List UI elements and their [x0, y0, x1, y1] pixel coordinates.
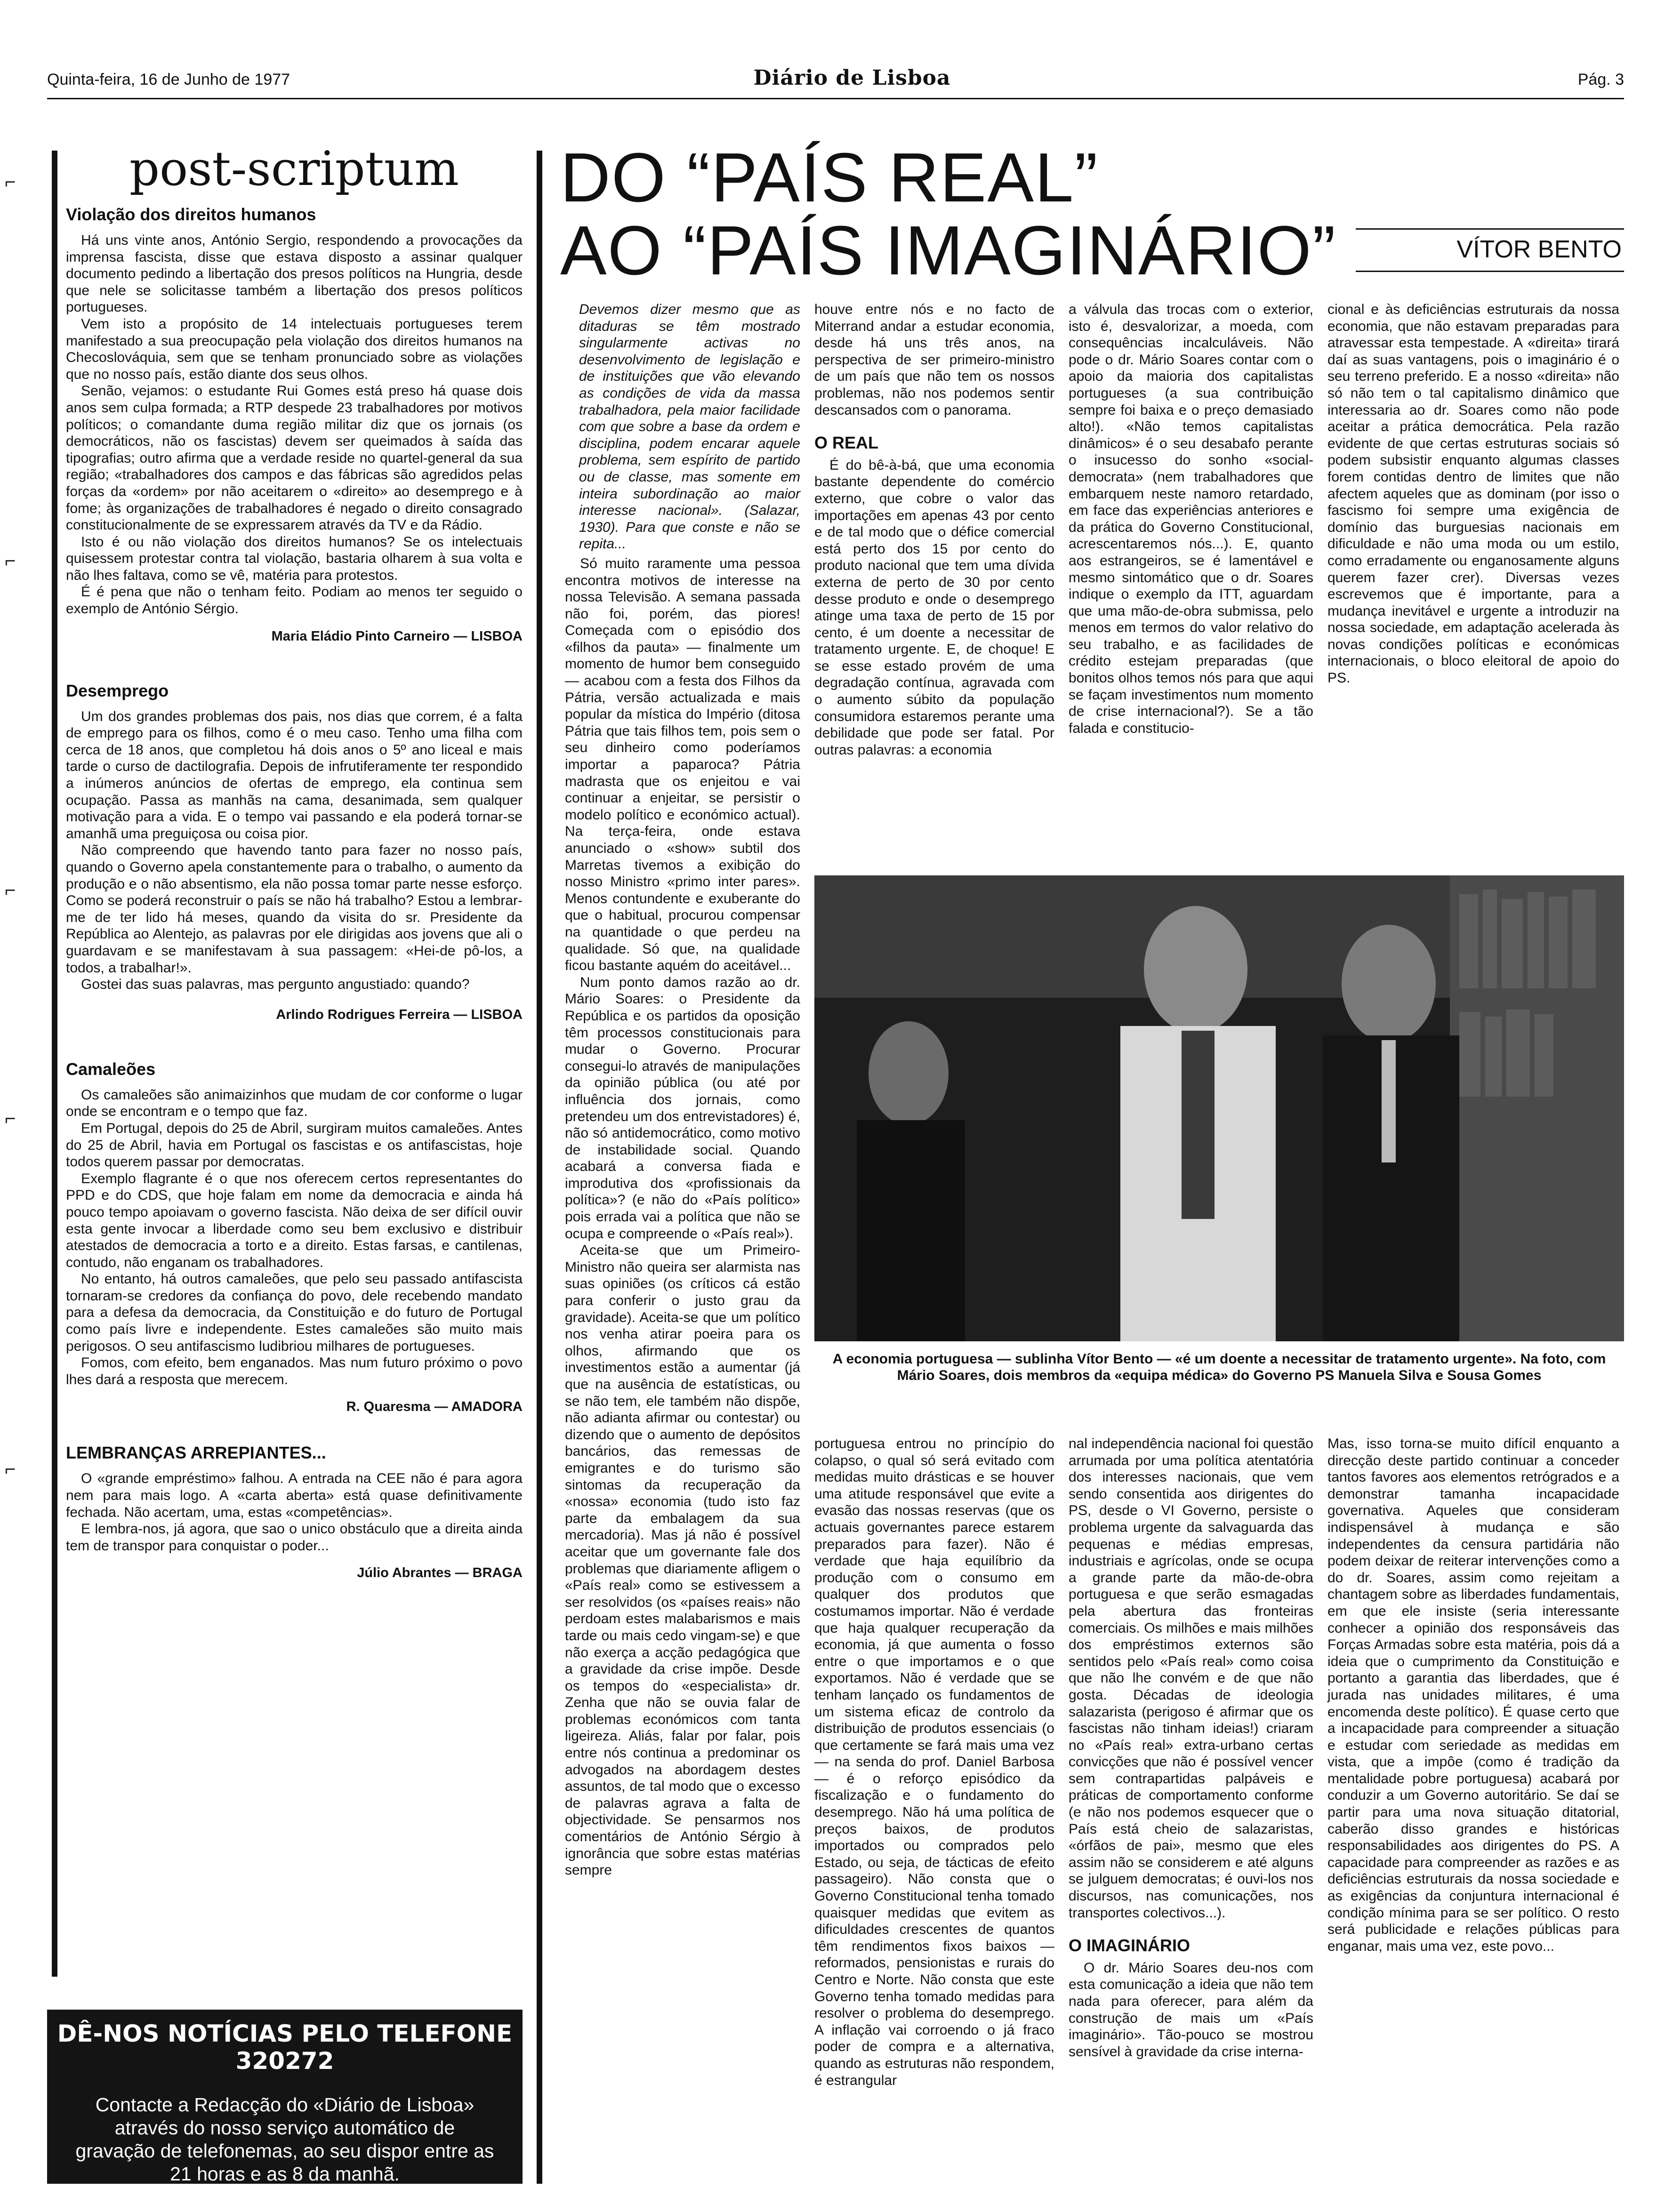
- paragraph: Aceita-se que um Primeiro-Ministro não queira ser alarmista nas suas opiniões (os críticos cá estão para conferir o justo grau da gravidade). Aceita-se que um político nos venha atirar poeira para os olhos, afirmando que os investimentos estão a aumentar (já que na ausência de estatísticas, ou se não tem, ele também não dispõe, não adianta afirmar ou contestar) ou dizendo que o aumento de depósitos bancários, das remessas de emigrantes e do turismo são sintomas da recuperação da «nossa» economia (tudo isto faz parte da embalagem da sua mercadoria). Mas já não é possível aceitar que um governante fale dos problemas que diariamente afligem o «País real» como se estivessem a ser resolvidos (os «países reais» não perdoam estes malabarismos e mais tarde ou mais cedo vingam-se) e que não exerça a acção pedagógica que a gravidade da crise impõe. Desde os tempos do «especialista» dr. Zenha que não se ouvia falar de problemas económicos com tanta ligeireza. Aliás, falar por falar, pois entre nós continua a predominar os advogados na abordagem destes assuntos, de tal modo que o excesso de palavras agrava a falta de objectividade. Se pensarmos nos comentários de António Sérgio à ignorância que sobre estas matérias sempre: [565, 1242, 800, 1878]
- byline-rule-bottom: [1356, 271, 1624, 272]
- phone-box-body: Contacte a Redacção do «Diário de Lisboa» através do nosso serviço automático de gravação de telefonemas, ao seu dispor entre as 21 horas e as 8 da manhã.: [75, 2094, 494, 2185]
- paragraph: a válvula das trocas com o exterior, isto é, desvalorizar, a moeda, com consequências incalculáveis. Não pode o dr. Mário Soares contar com o apoio da maioria dos capitalistas portugueses (a sua contribuição sempre foi baixa e o preço demasiado alto!). «Não temos capitalistas dinâmicos» é o seu desabafo perante o insucesso do sonho «social-democrata» (nem trabalhadores que embarquem neste namoro retardado, em face das experiências anteriores e da prática do Governo Constitucional, acrescentaremos nós...). E, quanto aos estrangeiros, se é lamentável e mesmo sintomático que o dr. Soares indique o exemplo da ITT, aguardam que uma mão-de-obra submissa, pelo menos em termos do valor relativo do seu trabalho, e as facilidades de crédito estejam preparadas (que bonitos olhos temos nós para que aqui se façam investimentos num momento de crise internacional?). Se a tão falada e constitucio-: [1069, 302, 1313, 736]
- paragraph: Há uns vinte anos, António Sergio, respondendo a provocações da imprensa fascista, disse que estava disposto a assinar qualquer documento pedindo a libertação dos presos políticos na Hungria, desde que nele se solicitasse também a libertação dos presos políticos portugueses.: [66, 232, 523, 315]
- letter-body: [66, 1470, 523, 1554]
- page-number: Pág. 3: [1577, 71, 1624, 88]
- letter-signature: Arlindo Rodrigues Ferreira — LISBOA: [276, 1007, 523, 1022]
- letter-signature: R. Quaresma — AMADORA: [346, 1399, 523, 1415]
- letter-heading: Camaleões: [66, 1059, 156, 1079]
- paragraph: Um dos grandes problemas dos pais, nos dias que correm, é a falta de emprego para os filhos, como é o meu caso. Tenho uma filha com cerca de 18 anos, que completou há dois anos o 5º ano liceal e mais tarde o curso de dactilografia. Depois de infrutiferamente ter respondido a inúmeros anúncios de ofertas de emprego, ela continua sem ocupação. Passa as manhãs na cama, desanimada, sem qualquer motivação para a vida. E o tempo vai passando e ela poderá tornar-se amanhã uma preguiçosa ou coisa pior.: [66, 708, 523, 842]
- margin-mark: ⌐: [5, 880, 16, 901]
- letter-heading: Desemprego: [66, 681, 169, 700]
- article-column-4-lower: [1327, 1435, 1619, 1955]
- article-column-2: [814, 301, 1054, 758]
- paragraph: É é pena que não o tenham feito. Podiam ao menos ter seguido o exemplo de António Sérgio.: [66, 584, 523, 617]
- paragraph: houve entre nós e no facto de Miterrand andar a estudar economia, desde há uns três anos, na perspectiva de ser primeiro-ministro de um país que não tem os nossos problemas, não nos podemos sentir descansados com o panorama.: [814, 302, 1054, 418]
- post-scriptum-column: [66, 141, 523, 1581]
- paragraph: Num ponto damos razão ao dr. Mário Soares: o Presidente da República e os partidos da oposição têm processos constitucionais para mudar o Governo. Procurar consegui-lo através de manipulações da opinião pública (ou até por influência dos jornais, como pretendeu um dos entrevistadores) é, não só antidemocrático, como motivo de instabilidade social. Quando acabará a conversa fiada e improdutiva dos «profissionais da política»? (e não do «País político» pois errada vai a política que não se ocupa e compreende o «País real»).: [565, 974, 800, 1242]
- article-column-4: [1327, 301, 1619, 687]
- article-column-3: [1069, 301, 1313, 737]
- paragraph: Fomos, com efeito, bem enganados. Mas num futuro próximo o povo lhes dará a resposta que merecem.: [66, 1355, 523, 1387]
- phone-box-title: DÊ-NOS NOTÍCIAS PELO TELEFONE 320272: [57, 2020, 513, 2075]
- photo-caption: A economia portuguesa — sublinha Vítor Bento — «é um doente a necessitar de tratamento urgente». Na foto, com Mário Soares, dois membros da «equipa médica» do Governo PS Manuela Silva e Sousa Gomes: [832, 1351, 1606, 1383]
- paragraph: Mas, isso torna-se muito difícil enquanto a direcção deste partido continuar a conceder tantos favores aos elementos retrógrados e a demonstrar tamanha incapacidade governativa. Aqueles que consideram indispensável à mudança e são independentes da censura partidária não podem deixar de reiterar intervenções como a do dr. Soares, assim como rejeitam a chantagem sobre as liberdades fundamentais, em que ele insiste (seria interessante conhecer a opinião dos responsáveis das Forças Armadas sobre esta matéria, pois dá a ideia que o cumprimento da Constituição e portanto a garantia das liberdades, que é jurada nas unidades militares, é uma encomenda deste político). É quase certo que a incapacidade para compreender a situação e estudar com seriedade as medidas em vista, que a impôe (como é tradição da mentalidade pobre portuguesa) acabará por conduzir a um Governo autoritário. Se daí se partir para uma nova situação ditatorial, caberão disso grandes e históricas responsabilidades aos dirigentes do PS. A capacidade para compreender as razões e as deficiências estruturais da nossa sociedade e as exigências da conjuntura internacional é condição mínima para se ser político. O resto será publicidade e relações públicas para enganar, mais uma vez, este povo...: [1327, 1436, 1619, 1954]
- letter-body: [66, 1087, 523, 1388]
- article-headline-line2: AO “PAÍS IMAGINÁRIO”: [560, 212, 1336, 289]
- article-photo: [814, 875, 1624, 1341]
- issue-date: Quinta-feira, 16 de Junho de 1977: [47, 71, 290, 88]
- subhead-real: O REAL: [814, 433, 879, 453]
- margin-mark: ⌐: [5, 172, 16, 192]
- letter-signature: Maria Eládio Pinto Carneiro — LISBOA: [271, 628, 523, 644]
- paragraph: Em Portugal, depois do 25 de Abril, surgiram muitos camaleões. Antes do 25 de Abril, havia em Portugal os fascistas e os antifascistas, hoje todos querem passar por democratas.: [66, 1120, 523, 1170]
- margin-mark: ⌐: [5, 551, 16, 571]
- paragraph: Exemplo flagrante é o que nos oferecem certos representantes do PPD e do CDS, que hoje falam em nome da democracia e ainda há pouco tempo apoiavam o governo fascista. Não deixa de ser difícil ouvir esta gente invocar a liberdade como seu bem exclusivo e distribuir atestados de democracia a torto e a direito. Estas farsas, e cantilenas, contudo, não enganam os trabalhadores.: [66, 1170, 523, 1270]
- letter-body: [66, 232, 523, 617]
- phone-news-box: [47, 2010, 523, 2184]
- paragraph: Não compreendo que havendo tanto para fazer no nosso país, quando o Governo apela constantemente para o trabalho, o aumento da produção e o não absentismo, ela não possa tomar parte nesse esforço. Como se poderá reconstruir o país se não há trabalho? Estou a lembrar-me de ter lido há meses, quando da visita do sr. Presidente da República ao Alentejo, as palavras por ele dirigidas aos jovens que ali o guardavam e se manifestavam à sua passagem: «Hei-de pô-los, a todos, a trabalhar!».: [66, 842, 523, 976]
- paragraph: Isto é ou não violação dos direitos humanos? Se os intelectuais quisessem protestar contra tal violação, bastaria olharem à sua volta e não lhes faltava, como se vê, matéria para protestos.: [66, 534, 523, 583]
- letter-signature: Júlio Abrantes — BRAGA: [357, 1565, 523, 1581]
- byline-rule-top: [1356, 228, 1624, 230]
- paragraph: Vem isto a propósito de 14 intelectuais portugueses terem manifestado a sua preocupação pela violação dos direitos humanos na Checoslováquia, sem que se tenham pronunciado sobre as violações que no nosso país, estão diante dos seus olhos.: [66, 316, 523, 382]
- subhead-imaginario: O IMAGINÁRIO: [1069, 1936, 1190, 1956]
- article-column-1: [565, 301, 800, 1879]
- paragraph: O «grande empréstimo» falhou. A entrada na CEE não é para agora nem para mais logo. A «carta aberta» está quase definitivamente fechada. Não acertam, uma, estas «competências».: [66, 1471, 523, 1520]
- paragraph: cional e às deficiências estruturais da nossa economia, que não estavam preparadas para atravessar esta tempestade. A «direita» tirará daí as suas vantagens, pois o imaginário é o seu terreno preferido. E a nosso «direita» não só não tem o tal capitalismo dinâmico que interessaria ao dr. Soares como não pode aceitar a prática democrática. Pela razão evidente de que certas estruturas sociais só podem subsistir enquanto algumas classes forem contidas dentro de limites que não afectem aqueles que as dominam (por isso o fascismo foi sempre uma exigência de domínio das burguesias nacionais em dificuldade e não uma moda ou um estilo, como erradamente ou enganosamente alguns querem fazer crer). Diversas vezes escrevemos que é importante, para a mudança inevitável e urgente a introduzir na nossa sociedade, em adaptação acelerada às novas condições políticas e económicas internacionais, o bloco eleitoral de apoio do PS.: [1327, 302, 1619, 686]
- ps-left-bar: [52, 151, 57, 1977]
- letter-heading: LEMBRANÇAS ARREPIANTES...: [66, 1443, 326, 1463]
- paragraph: nal independência nacional foi questão arrumada por uma política atentatória dos interesses nacionais, que vem sendo consentida aos dirigentes do PS, desde o VI Governo, persiste o problema urgente da salvaguarda das pequenas e médias empresas, industriais e agrícolas, onde se ocupa a grande parte da mão-de-obra portuguesa e que serão esmagadas pela abertura das fronteiras comerciais. Os milhões e mais milhões dos empréstimos externos são sentidos pelo «País real» como coisa que não lhe convém e de que não gosta. Décadas de ideologia salazarista (perigoso é afirmar que os fascistas não tinham ideias!) criaram no «País real» extra-urbano certas convicções que não é possível vencer sem contrapartidas palpáveis e práticas de comportamento conforme (e não nos podemos esquecer que o País está cheio de salazaristas, «órfãos de pai», mesmo que eles assim não se considerem e até alguns se julguem democratas; é ouvi-los nos discursos, nas comunicações, nos transportes colectivos...).: [1069, 1436, 1313, 1921]
- photo-illustration: [814, 875, 1624, 1341]
- margin-mark: ⌐: [5, 1459, 16, 1480]
- header-rule: [47, 98, 1624, 99]
- paragraph: Os camaleões são animaizinhos que mudam de cor conforme o lugar onde se encontram e o tempo que faz.: [66, 1087, 523, 1120]
- post-scriptum-title: post-scriptum: [129, 141, 459, 196]
- paragraph: Gostei das suas palavras, mas pergunto angustiado: quando?: [81, 977, 470, 993]
- margin-mark: ⌐: [5, 1108, 16, 1129]
- paragraph: O dr. Mário Soares deu-nos com esta comunicação a ideia que não tem nada para oferecer, para além da construção de mais um «País imaginário». Tão-pouco se mostrou sensível à gravidade da crise interna-: [1069, 1960, 1313, 2060]
- masthead: Diário de Lisboa: [753, 66, 951, 90]
- letter-body: [66, 708, 523, 993]
- paragraph: No entanto, há outros camaleões, que pelo seu passado antifascista tornaram-se credores da confiança do povo, dele recebendo mandato para a defesa da democracia, da Constituição e do futuro de Portugal como país livre e independente. Estes camaleões são muito mais perigosos. O seu antifascismo ludibriou milhares de portugueses.: [66, 1271, 523, 1354]
- article-headline-line1: DO “PAÍS REAL”: [560, 139, 1099, 216]
- article-byline: VÍTOR BENTO: [1456, 236, 1622, 263]
- paragraph: Senão, vejamos: o estudante Rui Gomes está preso há quase dois anos sem culpa formada; a RTP despede 23 trabalhadores por motivos políticos; o comandante duma região militar diz que os jornais (os democráticos, não os fascistas) devem ser queimados à saída das tipografias; outro afirma que a verdade reside no quartel-general da sua região; «trabalhadores dos campos e das fábricas são agredidos pelas forças da «ordem» por não aceitarem o «direito» ao desemprego e à fome; às organizações de trabalhadores é negado o direito consagrado constitucionalmente de se expressarem através da TV e da Rádio.: [66, 383, 523, 533]
- salazar-quote: Devemos dizer mesmo que as ditaduras se têm mostrado singularmente activas no desenvolvimento de legislação e de instituições que vão elevando as condições de vida da massa trabalhadora, pela maior facilidade com que sobre a base da ordem e disciplina, podem encarar aquele problema, sem espírito de partido ou de classe, mas somente em inteira subordinação ao maior interesse nacional». (Salazar, 1930). Para que conste e não se repita...: [579, 302, 800, 552]
- paragraph: É do bê-à-bá, que uma economia bastante dependente do comércio externo, que cobre o valor das importações em apenas 43 por cento e de tal modo que o défice comercial está perto dos 15 por cento do produto nacional que tem uma dívida externa de perto de 30 por cento desse produto e onde o desemprego atinge uma taxa de perto de 15 por cento, é um doente a necessitar de tratamento urgente. E, de choque! E se esse estado provém de uma degradação contínua, agravada com o aumento súbito da população consumidora estaremos perante uma debilidade que pode ser fatal. Por outras palavras: a economia: [814, 457, 1054, 758]
- article-column-3-lower: [1069, 1435, 1313, 2060]
- paragraph: Só muito raramente uma pessoa encontra motivos de interesse na nossa Televisão. A semana passada não foi, porém, das piores! Começada com o episódio dos «filhos da pauta» — finalmente um momento de humor bem conseguido — acabou com a festa dos Filhos da Pátria, versão actualizada e mais popular da mística do Império (ditosa Pátria que tais filhos tem, pois sem o seu dinheiro como poderíamos importar a paparoca? Pátria madrasta que os enjeitou e vai continuar a enjeitar, se persistir o modelo político e económico actual). Na terça-feira, onde estava anunciado o «show» subtil dos Marretas tivemos a exibição do nosso Ministro «primo inter pares». Menos contundente e exuberante do que o habitual, procurou compensar na quantidade o que perdeu na qualidade. Só que, na qualidade ficou bastante aquém do aceitável...: [565, 555, 800, 974]
- article-left-bar: [537, 151, 542, 2184]
- article-column-2-lower: [814, 1435, 1054, 2089]
- paragraph: portuguesa entrou no princípio do colapso, o qual só será evitado com medidas muito drásticas e se houver uma atitude responsável que evite a evasão das nossas reservas (que os actuais governantes parece estarem preparados para fazer). Não é verdade que haja equilíbrio da produção com o consumo em qualquer dos produtos que costumamos importar. Não é verdade que haja qualquer recuperação da economia, já que aumenta o fosso entre o que importamos e o que exportamos. Não é verdade que se tenham lançado os fundamentos de um sistema eficaz de controlo da distribuição de produtos essenciais (o que certamente se fará mais uma vez — na senda do prof. Daniel Barbosa — é o reforço episódico da fiscalização e o fundamento do desemprego. Não há uma política de preços baixos, de produtos importados ou comprados pelo Estado, ou seja, de tácticas de efeito passageiro). Não consta que o Governo Constitucional tenha tomado quaisquer medidas que evitem as dificuldades crescentes de quantos têm rendimentos fixos baixos — reformados, pensionistas e rurais do Centro e Norte. Não consta que este Governo tenha tomado medidas para resolver o problema do desemprego. A inflação vai corroendo o já fraco poder de compra e a alternativa, quando as estruturas não respondem, é estrangular: [814, 1436, 1054, 2088]
- letter-heading: Violação dos direitos humanos: [66, 205, 316, 224]
- paragraph: E lembra-nos, já agora, que sao o unico obstáculo que a direita ainda tem de transpor para conquistar o poder...: [66, 1521, 523, 1554]
